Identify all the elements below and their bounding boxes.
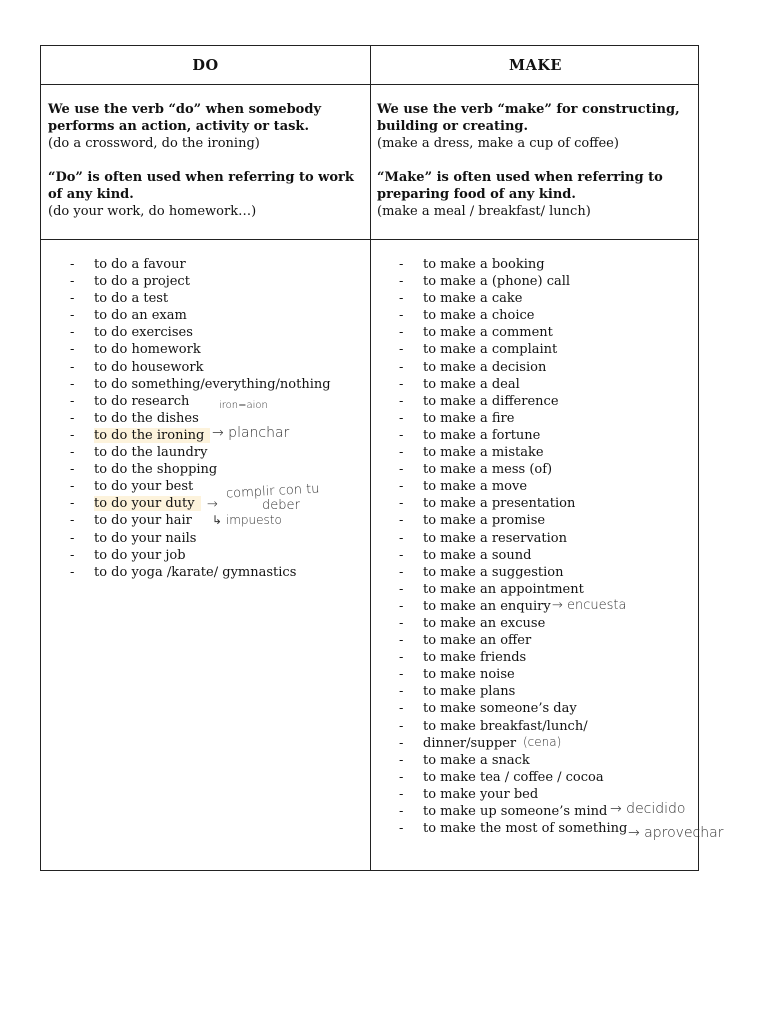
make-collocation-text: to make a presentation: [423, 496, 576, 512]
do-example-2: (do your work, do homework…): [48, 204, 257, 219]
make-rule-1: We use the verb “make” for constructing, building or creating.: [377, 102, 680, 134]
do-list-item: [70, 393, 331, 410]
make-collocation-text: to make a suggestion: [423, 564, 564, 580]
do-list-item: [70, 547, 331, 564]
handwritten-duty-arrow: →: [207, 497, 218, 512]
do-rule-2: “Do” is often used when referring to work of any kind.: [48, 170, 354, 202]
make-list-item: [399, 307, 627, 324]
make-collocation-text: to make an enquiry: [423, 598, 551, 614]
make-list-item: [399, 752, 627, 769]
make-collocation-text: to make a choice: [423, 308, 535, 324]
do-collocation-text: to do housework: [94, 359, 204, 375]
do-list-item: [70, 461, 331, 478]
handwritten-aprovechar-note: → aprovechar: [628, 825, 724, 841]
do-collocation-text: to do something/everything/nothing: [94, 376, 331, 392]
do-list-item: [70, 273, 331, 290]
do-example-1: (do a crossword, do the ironing): [48, 136, 260, 151]
make-list-item: [399, 564, 627, 581]
make-example-1: (make a dress, make a cup of coffee): [377, 136, 619, 151]
make-collocation-text: to make breakfast/lunch/: [423, 718, 588, 734]
make-collocation-text: dinner/supper: [423, 735, 517, 751]
make-list-item: [399, 256, 627, 273]
make-list-item: [399, 427, 627, 444]
make-list-item: [399, 820, 627, 837]
handwritten-impuesto-note: ↳ impuesto: [212, 513, 282, 527]
make-list-item: [399, 666, 627, 683]
handwritten-iron-note: iron=aion: [219, 400, 268, 411]
do-list-item: [70, 307, 331, 324]
make-collocation-text: to make your bed: [423, 786, 539, 802]
column-divider: [370, 46, 371, 870]
make-collocation-text: to make a fire: [423, 410, 515, 426]
make-list-item: [399, 718, 627, 735]
make-list-item: [399, 786, 627, 803]
do-list-item: [70, 427, 331, 444]
make-collocation-text: to make noise: [423, 667, 515, 683]
make-collocation-text: to make an excuse: [423, 615, 546, 631]
do-rule-1: We use the verb “do” when somebody performs an action, activity or task.: [48, 102, 321, 134]
header-divider: [41, 84, 698, 85]
do-header: DO: [192, 56, 219, 74]
make-collocation-text: to make a comment: [423, 325, 553, 341]
make-collocation-text: to make up someone’s mind: [423, 804, 608, 819]
handwritten-cena-note: (cena): [523, 735, 562, 749]
do-collocation-text: to do research: [94, 393, 190, 409]
make-list-item: [399, 530, 627, 547]
make-example-2: (make a meal / breakfast/ lunch): [377, 204, 591, 219]
do-collocation-text: to do the laundry: [94, 445, 208, 461]
make-collocation-text: to make a reservation: [423, 530, 568, 546]
do-list-item: [70, 341, 331, 358]
do-collocation-text: to do your best: [94, 479, 194, 495]
make-collocation-text: to make a promise: [423, 513, 546, 529]
make-list-item: [399, 393, 627, 410]
make-collocation-text: to make a decision: [423, 359, 547, 375]
make-list-item: [399, 324, 627, 341]
do-collocation-text: to do a test: [94, 291, 169, 307]
make-list-item: [399, 649, 627, 666]
make-collocation-text: to make a complaint: [423, 342, 558, 358]
do-collocation-text: to do your nails: [94, 530, 197, 546]
handwritten-decidido-note: → decidido: [610, 801, 686, 817]
make-list-item: [399, 683, 627, 700]
do-collocation-text: to do the ironing: [94, 428, 210, 443]
do-list-item: [70, 410, 331, 427]
do-collocation-text: to do exercises: [94, 325, 193, 341]
do-collocation-text: to do homework: [94, 342, 201, 358]
do-list-item: [70, 324, 331, 341]
make-collocation-text: to make a mistake: [423, 445, 544, 461]
make-list-item: [399, 359, 627, 376]
do-collocation-text: to do a favour: [94, 257, 186, 272]
make-list-item: [399, 512, 627, 529]
make-list-item: [399, 478, 627, 495]
do-collocation-text: to do a project: [94, 274, 190, 290]
make-collocation-text: to make a mess (of): [423, 462, 553, 478]
make-collocation-text: to make a difference: [423, 393, 559, 409]
make-list-item: [399, 290, 627, 307]
do-collocation-text: to do your duty: [94, 496, 201, 511]
do-collocation-text: to do the dishes: [94, 410, 199, 426]
do-list-item: [70, 376, 331, 393]
do-collocation-text: to do the shopping: [94, 462, 218, 478]
do-list-item: [70, 444, 331, 461]
make-list-item: [399, 803, 627, 820]
make-collocation-text: to make someone’s day: [423, 701, 577, 717]
do-collocation-text: to do your job: [94, 547, 186, 563]
handwritten-cumplir-note: complir con tu: [225, 481, 320, 502]
description-divider: [41, 239, 698, 240]
make-collocation-text: to make a deal: [423, 376, 520, 392]
make-list-item: [399, 632, 627, 649]
make-collocation-text: to make an appointment: [423, 581, 584, 597]
do-list-item: [70, 290, 331, 307]
make-list-item: [399, 461, 627, 478]
make-list-item: [399, 615, 627, 632]
make-collocation-text: to make a snack: [423, 752, 530, 768]
make-collocation-text: to make an offer: [423, 633, 532, 649]
make-rule-2: “Make” is often used when referring to preparing food of any kind.: [377, 170, 663, 202]
handwritten-deber-note: deber: [262, 498, 300, 513]
make-collocation-text: to make a booking: [423, 257, 545, 272]
handwritten-encuesta-note: → encuesta: [552, 598, 627, 613]
do-description: [48, 101, 366, 220]
do-list-item: [70, 564, 331, 581]
make-collocation-text: to make a move: [423, 479, 528, 495]
make-description: [377, 101, 695, 220]
make-collocation-text: to make plans: [423, 684, 516, 700]
make-collocation-text: to make a sound: [423, 547, 532, 563]
make-list-item: [399, 735, 627, 752]
do-list-item: [70, 359, 331, 376]
make-list-item: [399, 581, 627, 598]
make-collocation-text: to make friends: [423, 650, 527, 666]
make-collocation-text: to make the most of something: [423, 821, 628, 837]
make-header: MAKE: [509, 56, 562, 74]
make-list-item: [399, 273, 627, 290]
make-list-item: [399, 547, 627, 564]
make-list-item: [399, 410, 627, 427]
make-list-item: [399, 444, 627, 461]
do-collocation-text: to do your hair: [94, 513, 192, 529]
make-collocation-text: to make a fortune: [423, 427, 541, 443]
make-collocation-list: [399, 256, 627, 837]
make-collocation-text: to make tea / coffee / cocoa: [423, 769, 604, 785]
do-collocation-text: to do yoga /karate/ gymnastics: [94, 564, 297, 580]
do-list-item: [70, 256, 331, 273]
handwritten-planchar-note: → planchar: [212, 425, 290, 441]
do-make-table: [40, 45, 699, 871]
make-list-item: [399, 341, 627, 358]
make-list-item: [399, 769, 627, 786]
do-collocation-text: to do an exam: [94, 308, 187, 324]
make-list-item: [399, 700, 627, 717]
make-collocation-text: to make a cake: [423, 291, 523, 307]
do-collocation-list: [70, 256, 331, 581]
make-list-item: [399, 376, 627, 393]
do-list-item: [70, 512, 331, 529]
make-list-item: [399, 495, 627, 512]
do-list-item: [70, 530, 331, 547]
make-collocation-text: to make a (phone) call: [423, 274, 571, 290]
